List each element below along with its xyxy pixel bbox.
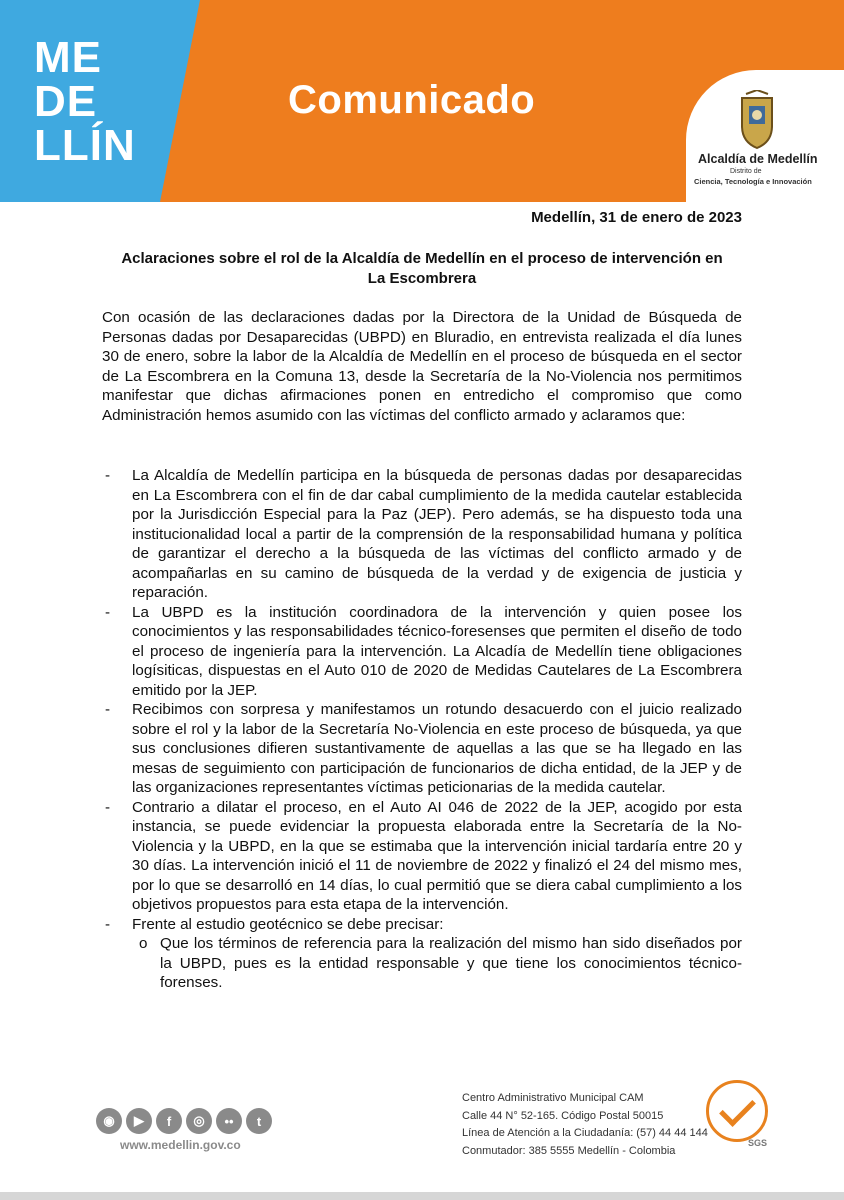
website-link[interactable]: www.medellin.gov.co bbox=[120, 1138, 241, 1152]
document-date: Medellín, 31 de enero de 2023 bbox=[531, 209, 742, 226]
list-item: - La Alcaldía de Medellín participa en la búsqueda de personas dadas por desaparecidas en La Escombrera con el fin de dar cabal cumplimiento de la medida cautelar establecida por la Jurisdicción Especial para la Paz (JEP). Pero además, se ha dispuesto toda una institucionalidad local a partir de la comprensión de la responsabilidad humana y política de garantizar el derecho a la búsqueda de las víctimas del conflicto armado y de acompañarlas en su camino de búsqueda de la verdad y de exigencia de justicia y reparación. bbox=[102, 466, 742, 603]
distrito-label: Distrito de bbox=[730, 168, 762, 175]
sub-list bbox=[132, 934, 742, 993]
social-icons bbox=[96, 1108, 272, 1134]
list-item: - La UBPD es la institución coordinadora de la intervención y quien posee los conocimientos y las responsabilidades técnico-foresenses que permiten el diseño de todo el proceso de ingeniería para la intervención. La Alcadía de Medellín tiene obligaciones logísiticas, dispuestas en el Auto 010 de 2020 de Medidas Cautelares de La Escombrera emitido por la JEP. bbox=[102, 603, 742, 701]
clarification-list bbox=[102, 466, 742, 993]
document-heading: Aclaraciones sobre el rol de la Alcaldía de Medellín en el proceso de intervención en La Escombrera bbox=[121, 250, 723, 287]
sgs-label: SGS bbox=[748, 1138, 768, 1148]
facebook-icon[interactable]: f bbox=[156, 1108, 182, 1134]
list-item: - Contrario a dilatar el proceso, en el Auto AI 046 de 2022 de la JEP, acogido por esta instancia, se puede evidenciar la propuesta elaborada entre la Secretaría de la No-Violencia y la UBPD, en la que se estimaba que la intervención inicial tardaría entre 20 y 30 días. La intervención inició el 11 de noviembre de 2022 y finalizó el 24 del mismo mes, por lo que se desarrolló en 14 días, lo cual permitió que se diera cabal cumplimiento a los objetivos propuestos para esta etapa de la intervención. bbox=[102, 798, 742, 915]
sub-list-item: o Que los términos de referencia para la realización del mismo han sido diseñados por la UBPD, pues es la entidad responsable y que tiene los conocimientos técnico-forenses. bbox=[132, 934, 742, 993]
tumblr-icon[interactable]: t bbox=[246, 1108, 272, 1134]
footer-address: Centro Administrativo Municipal CAM Calle 44 N° 52-165. Código Postal 50015 Línea de Atención a la Ciudadanía: (57) 44 44 144 Conmutador: 385 5555 Medellín - Colombia bbox=[462, 1092, 708, 1157]
bottom-bar bbox=[0, 1192, 844, 1200]
rss-icon[interactable]: ◉ bbox=[96, 1108, 122, 1134]
flickr-icon[interactable]: •• bbox=[216, 1108, 242, 1134]
medellin-logo: ME DE LLÍN bbox=[34, 33, 136, 170]
page-title: Comunicado bbox=[288, 78, 536, 122]
coat-of-arms-icon bbox=[734, 90, 780, 150]
certification-badge-icon bbox=[706, 1080, 768, 1142]
intro-paragraph: Con ocasión de las declaraciones dadas por la Directora de la Unidad de Búsqueda de Personas dadas por Desaparecidas (UBPD) en Bluradio, en entrevista realizada el día lunes 30 de enero, sobre la labor de la Alcaldía de Medellín en el proceso de búsqueda en el sector de La Escombrera en la Comuna 13, desde la Secretaría de la No-Violencia nos permitimos manifestar que dichas afirmaciones ponen en entredicho el compromiso que como Administración hemos asumido con las víctimas del conflicto armado y aclaramos que: bbox=[102, 309, 742, 424]
instagram-icon[interactable]: ◎ bbox=[186, 1108, 212, 1134]
distrito-subtitle: Ciencia, Tecnología e Innovación bbox=[694, 177, 812, 186]
youtube-icon[interactable]: ▶ bbox=[126, 1108, 152, 1134]
list-item: - Recibimos con sorpresa y manifestamos un rotundo desacuerdo con el juicio realizado sobre el rol y la labor de la Secretaría No-Violencia en este proceso de búsqueda, ya que sus conclusiones difieren sustantivamente de aquellas a las que se ha llegado en las mesas de seguimiento con participación de funcionarios de dicha entidad, de la JEP y de las organizaciones representantes víctimas peticionarias de la medida cautelar. bbox=[102, 700, 742, 798]
alcaldia-panel bbox=[686, 70, 844, 202]
header-banner bbox=[0, 0, 844, 202]
alcaldia-name: Alcaldía de Medellín bbox=[698, 152, 818, 166]
list-item: - Frente al estudio geotécnico se debe precisar: o Que los términos de referencia para la realización del mismo han sido diseñados por la UBPD, pues es la entidad responsable y que tiene los conocimientos técnico-forenses. bbox=[102, 915, 742, 993]
